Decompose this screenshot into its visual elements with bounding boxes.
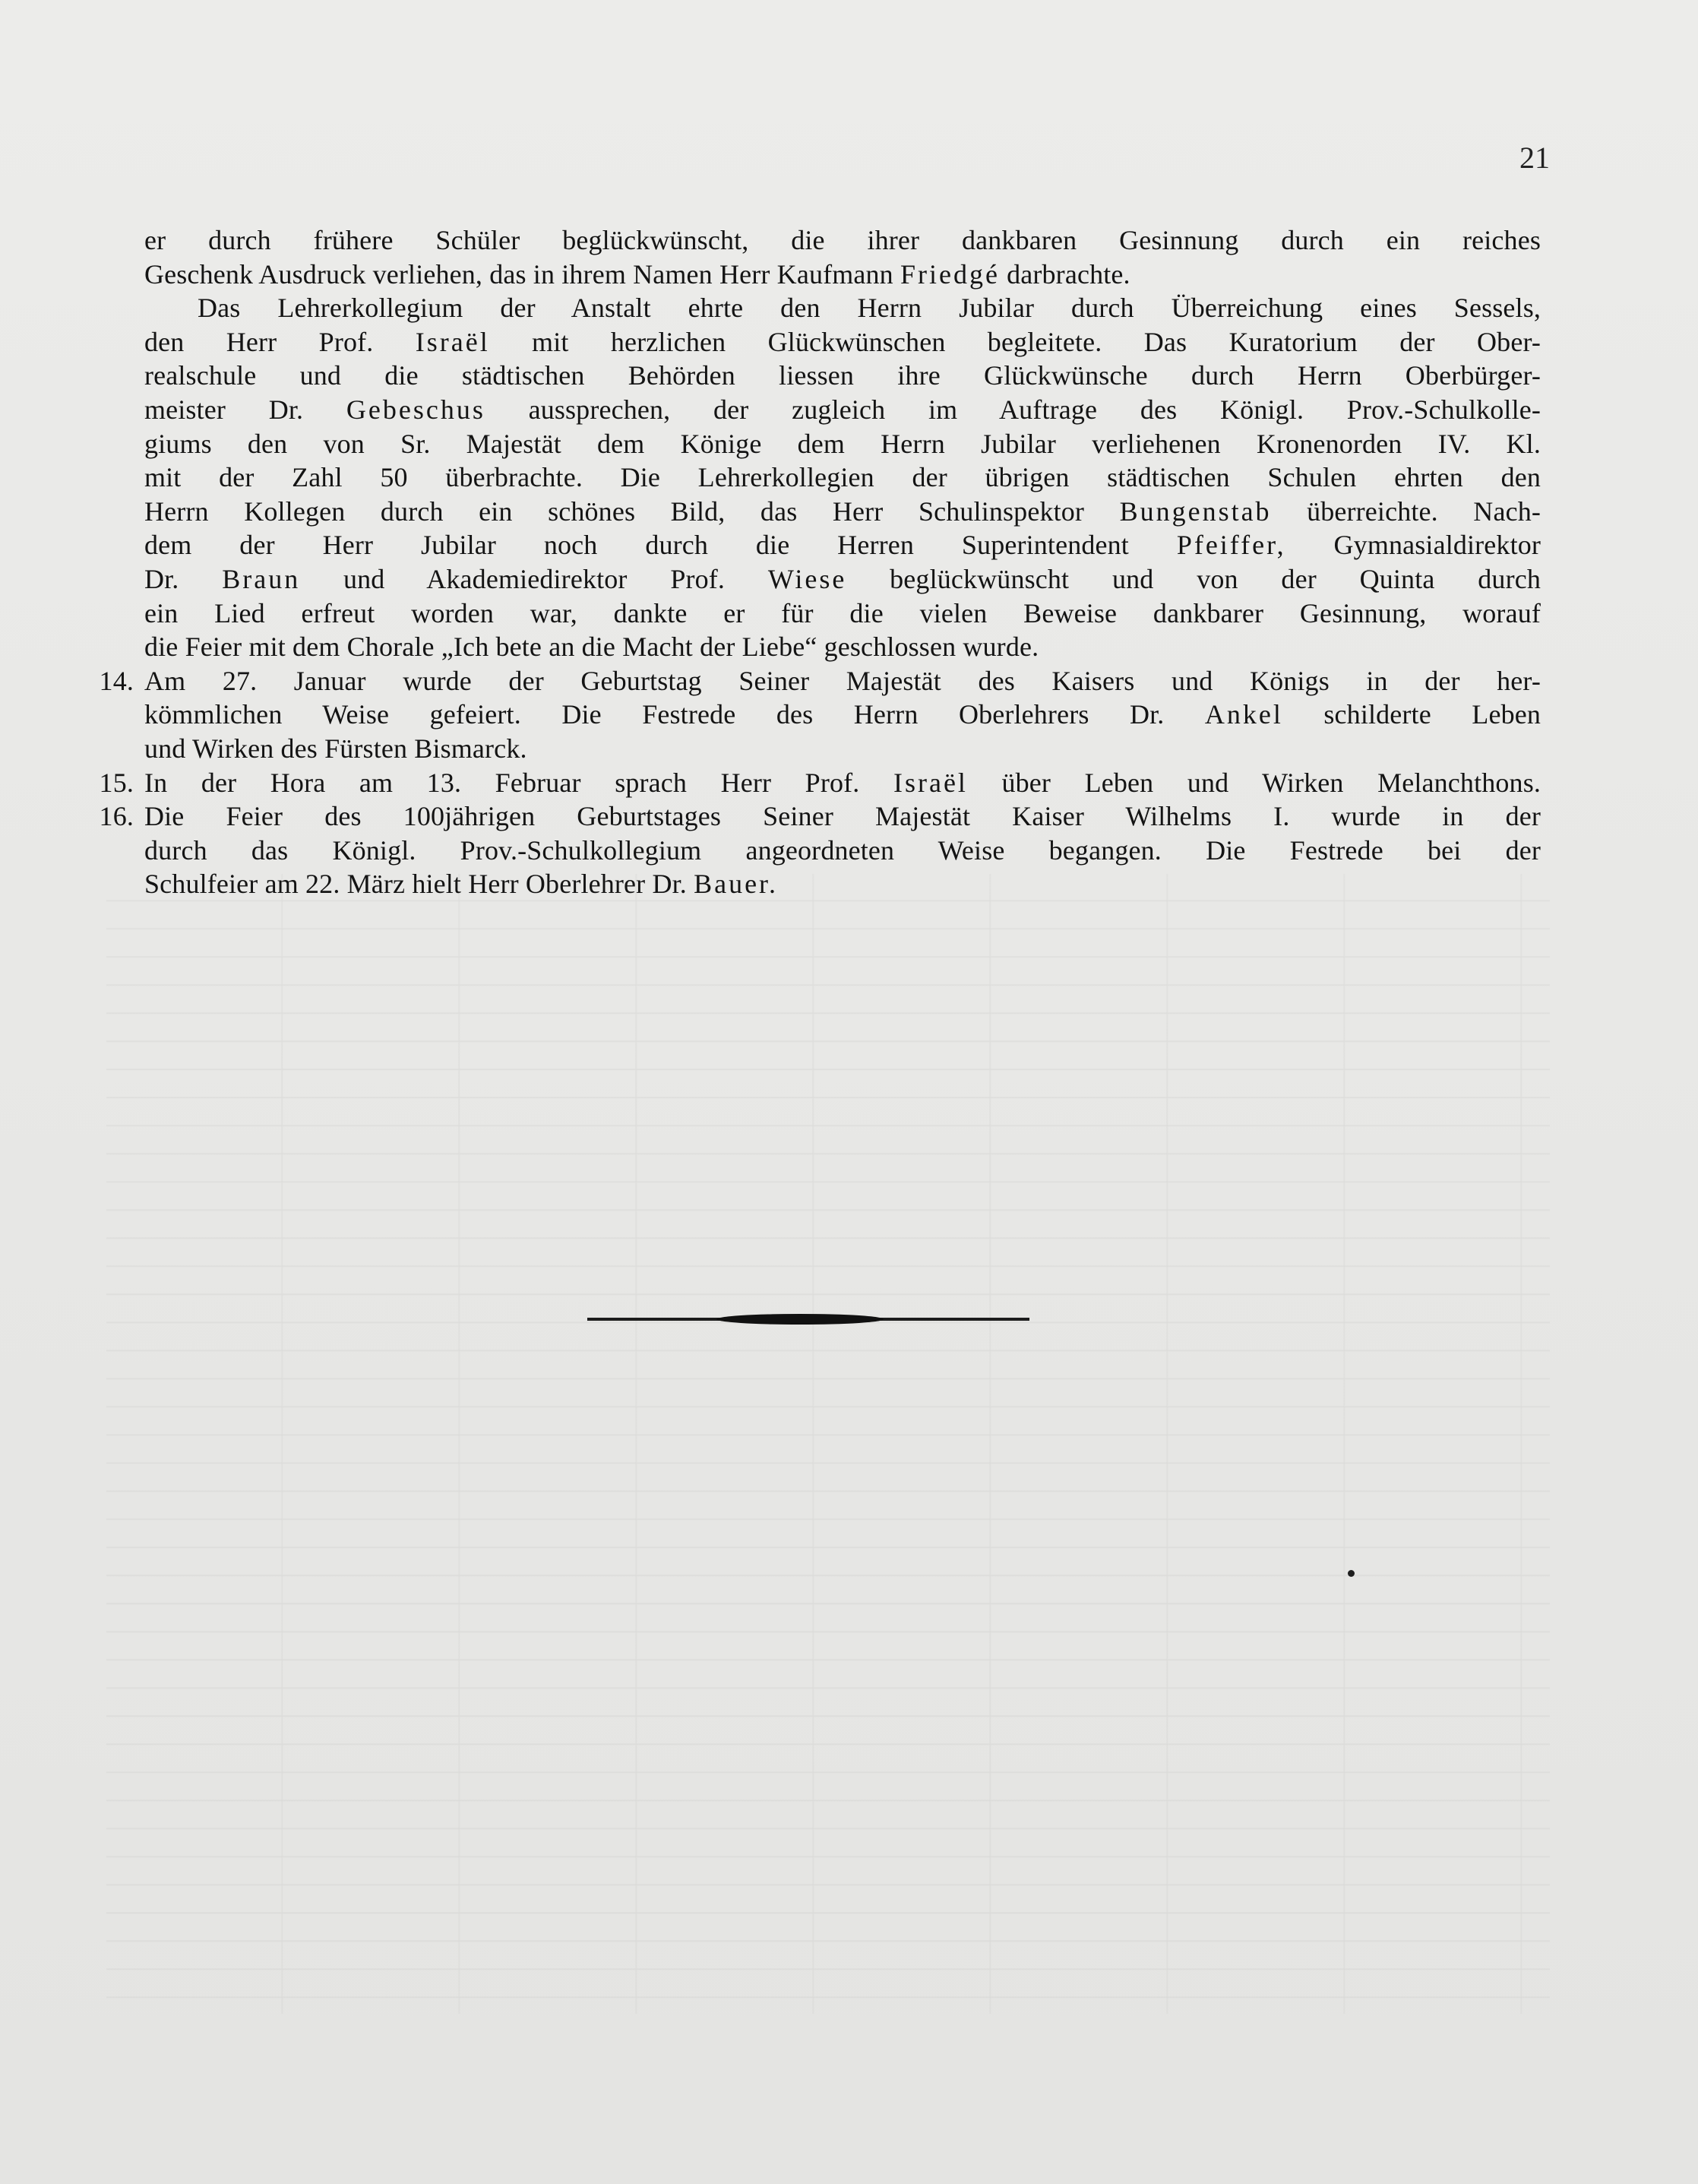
text-line: Schulfeier am 22. März hielt Herr Oberlehrer Dr. Bauer. (144, 869, 779, 900)
bleed-through-texture (106, 874, 1550, 2014)
text-line: giums den von Sr. Majestät dem Könige dem Herrn Jubilar verliehenen Kronenorden IV. Kl. (144, 428, 1541, 459)
body-text (99, 223, 1541, 901)
list-item (99, 799, 1541, 901)
text-line: die Feier mit dem Chorale „Ich bete an die Macht der Liebe“ geschlossen wurde. (144, 631, 1039, 663)
text-line: den Herr Prof. Israël mit herzlichen Glückwünschen begleitete. Das Kuratorium der Ober- (144, 326, 1541, 357)
text-line: dem der Herr Jubilar noch durch die Herren Superintendent Pfeiffer, Gymnasialdirektor (144, 530, 1541, 561)
text-line: Herrn Kollegen durch ein schönes Bild, das Herr Schulinspektor Bungenstab überreichte. Nach- (144, 495, 1541, 527)
text-line: In der Hora am 13. Februar sprach Herr Prof. Israël über Leben und Wirken Melanchthons. (144, 767, 1541, 798)
text-line: realschule und die städtischen Behörden liessen ihre Glückwünsche durch Herrn Oberbürger- (144, 360, 1541, 391)
text-line: meister Dr. Gebeschus aussprechen, der zugleich im Auftrage des Königl. Prov.-Schulkolle- (144, 394, 1541, 425)
section-divider-swell (716, 1314, 884, 1325)
item-number: 15. (99, 767, 134, 798)
text-line: Am 27. Januar wurde der Geburtstag Seiner Majestät des Kaisers und Königs in der her- (144, 665, 1541, 696)
list-item (99, 664, 1541, 766)
text-line: und Wirken des Fürsten Bismarck. (144, 733, 527, 764)
list-item (99, 766, 1541, 800)
page-number: 21 (1519, 141, 1550, 175)
text-line: Dr. Braun und Akademiedirektor Prof. Wiese beglückwünscht und von der Quinta durch (144, 563, 1541, 594)
text-line: kömmlichen Weise gefeiert. Die Festrede des Herrn Oberlehrers Dr. Ankel schilderte Leben (144, 699, 1541, 730)
item-number: 14. (99, 665, 134, 696)
text-line: Geschenk Ausdruck verliehen, das in ihrem Namen Herr Kaufmann Friedgé darbrachte. (144, 258, 1130, 290)
text-line: ein Lied erfreut worden war, dankte er für die vielen Beweise dankbarer Gesinnung, worauf (144, 597, 1541, 628)
text-line: Die Feier des 100jährigen Geburtstages Seiner Majestät Kaiser Wilhelms I. wurde in der (144, 801, 1541, 832)
item-number: 16. (99, 801, 134, 832)
text-line: mit der Zahl 50 überbrachte. Die Lehrerkollegien der übrigen städtischen Schulen ehrten den (144, 462, 1541, 493)
ink-speck (1348, 1570, 1355, 1577)
text-line: durch das Königl. Prov.-Schulkollegium angeordneten Weise begangen. Die Festrede bei der (144, 834, 1541, 866)
text-line: Das Lehrerkollegium der Anstalt ehrte den Herrn Jubilar durch Überreichung eines Sessels, (198, 293, 1541, 324)
text-line: er durch frühere Schüler beglückwünscht, die ihrer dankbaren Gesinnung durch ein reiches (144, 225, 1541, 255)
